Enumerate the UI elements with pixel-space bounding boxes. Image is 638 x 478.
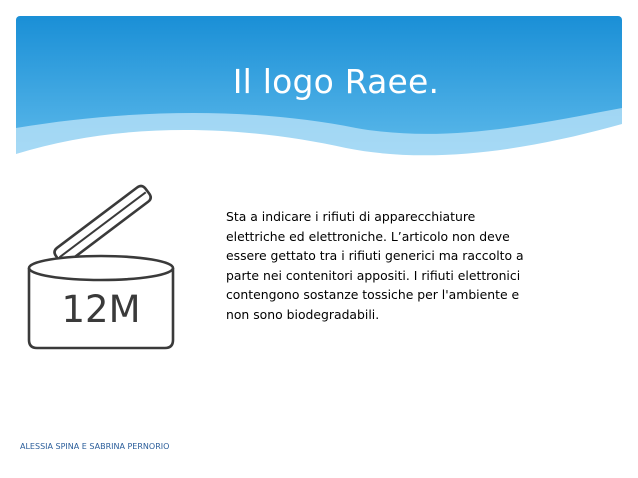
- raee-logo: [14, 172, 184, 356]
- header-wave-graphic: [16, 16, 622, 186]
- body-paragraph: Sta a indicare i rifiuti di apparecchiature elettriche ed elettroniche. L’articolo non deve essere gettato tra i rifiuti generici ma raccolto a parte nei contenitori appositi. I rifiuti elettronici contengono sostanze tossiche per l'ambiente e non sono biodegradabili.: [226, 209, 524, 322]
- logo-label: 12M: [61, 288, 141, 331]
- header-banner: [16, 16, 622, 186]
- open-jar-icon: [14, 172, 184, 352]
- footer-authors: ALESSIA SPINA E SABRINA PERNORIO: [20, 442, 170, 451]
- slide-title: Il logo Raee.: [232, 62, 440, 101]
